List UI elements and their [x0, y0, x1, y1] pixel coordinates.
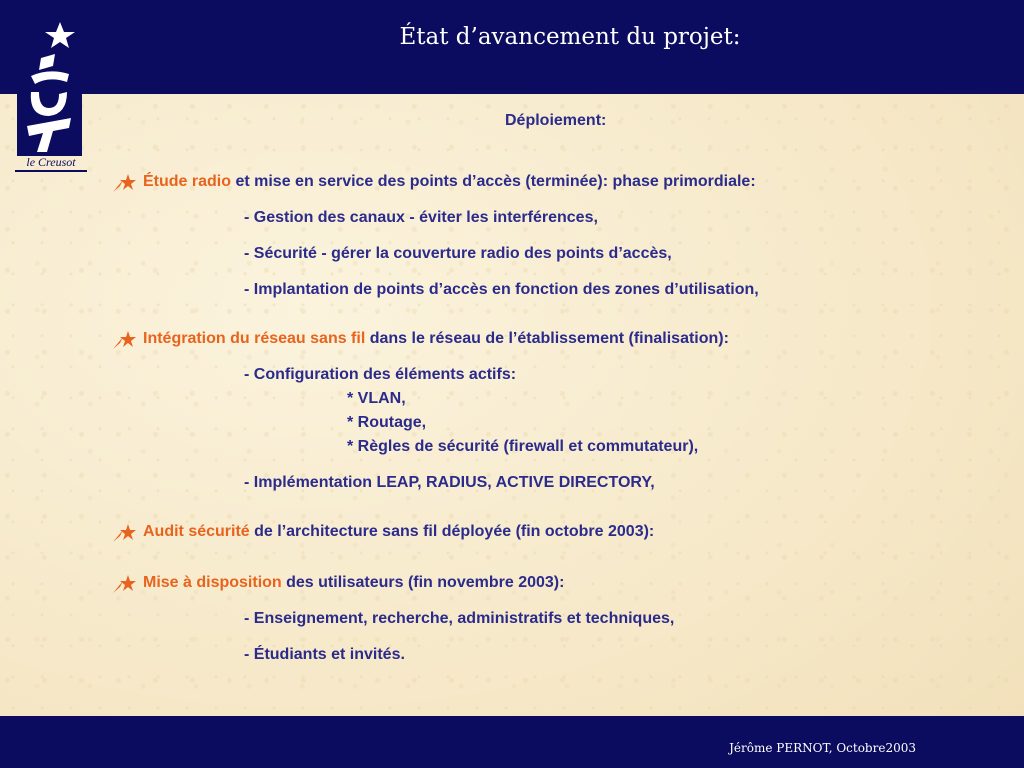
- list-item: - Implémentation LEAP, RADIUS, ACTIVE DIRECTORY,: [244, 474, 655, 491]
- list-item: - Étudiants et invités.: [244, 646, 405, 663]
- sub-list-item: * VLAN,: [347, 390, 406, 407]
- star-bullet-icon: [111, 329, 137, 351]
- list-item: - Implantation de points d’accès en fonction des zones d’utilisation,: [244, 281, 759, 298]
- star-bullet-icon: [111, 172, 137, 194]
- section-heading: Déploiement:: [505, 112, 607, 129]
- section-3-text: de l’architecture sans fil déployée (fin octobre 2003):: [249, 523, 655, 540]
- list-item: - Configuration des éléments actifs:: [244, 366, 517, 383]
- star-bullet-icon: [111, 522, 137, 544]
- section-2-text: dans le réseau de l’établissement (finalisation):: [365, 330, 729, 347]
- section-2-line: [143, 330, 729, 348]
- section-2-highlight: Intégration du réseau sans fil: [143, 330, 366, 347]
- section-4-text: des utilisateurs (fin novembre 2003):: [281, 574, 565, 591]
- list-item: - Enseignement, recherche, administratifs et techniques,: [244, 610, 675, 627]
- sub-list-item: * Routage,: [347, 414, 427, 431]
- footer-author: Jérôme PERNOT, Octobre2003: [729, 741, 916, 755]
- section-1-line: [143, 173, 756, 191]
- star-bullet-icon: [111, 573, 137, 595]
- section-3-highlight: Audit sécurité: [143, 523, 250, 540]
- section-1-text: et mise en service des points d’accès (terminée): phase primordiale:: [231, 173, 756, 190]
- sub-list-item: * Règles de sécurité (firewall et commutateur),: [347, 438, 699, 455]
- slide-title: État d’avancement du projet:: [399, 24, 741, 50]
- logo-label: le Creusot: [15, 155, 87, 172]
- section-4-line: [143, 574, 564, 592]
- list-item: - Sécurité - gérer la couverture radio des points d’accès,: [244, 245, 672, 262]
- section-3-line: [143, 523, 654, 541]
- section-4-highlight: Mise à disposition: [143, 574, 282, 591]
- section-1-highlight: Étude radio: [143, 173, 232, 190]
- list-item: - Gestion des canaux - éviter les interférences,: [244, 209, 598, 226]
